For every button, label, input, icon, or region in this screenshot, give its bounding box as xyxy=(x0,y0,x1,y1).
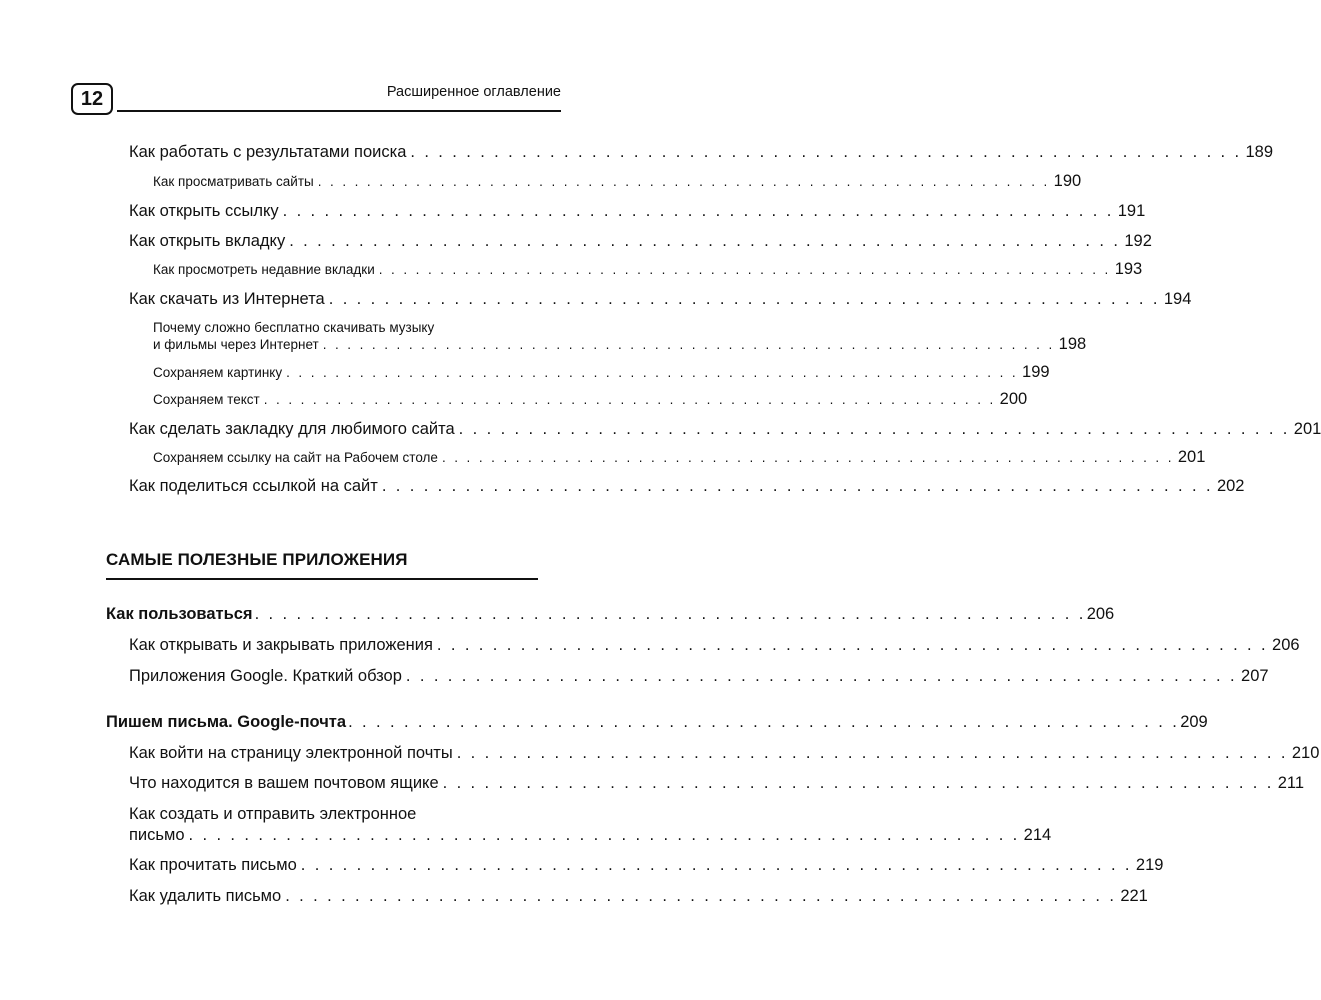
toc-entry[interactable] xyxy=(129,887,1148,906)
toc-entry-label: Как пользоваться xyxy=(106,605,253,623)
toc-leader-dots: . . . . . . . . . . . . . . . . . . . . . . . . . . . . . . . . . . . . . . . . . . . . . . . . . . . . . . . . . . . . xyxy=(328,290,1160,308)
toc-entry-label: Как просматривать сайты xyxy=(153,174,314,189)
running-title: Расширенное оглавление xyxy=(386,84,561,100)
toc-entry-label: Пишем письма. Google-почта xyxy=(106,713,347,731)
toc-entry[interactable] xyxy=(129,290,1192,309)
toc-entry-page: 221 xyxy=(1120,887,1148,905)
toc-subentry[interactable] xyxy=(153,172,1082,191)
toc-entry-page: 211 xyxy=(1277,774,1305,792)
toc-subentry[interactable] xyxy=(153,335,1087,354)
toc-entry-page: 198 xyxy=(1058,335,1087,353)
toc-entry-page: 214 xyxy=(1023,826,1052,844)
toc-leader-dots: . . . . . . . . . . . . . . . . . . . . . . . . . . . . . . . . . . . . . . . . . . . . . . . . . . . . . . . . . . . . xyxy=(263,392,996,407)
toc-entry[interactable] xyxy=(129,667,1269,686)
toc-leader-dots: . . . . . . . . . . . . . . . . . . . . . . . . . . . . . . . . . . . . . . . . . . . . . . . . . . . . . . . . . . . . xyxy=(458,420,1290,438)
toc-subentry[interactable] xyxy=(153,448,1206,467)
toc-entry-label: Как удалить письмо xyxy=(129,887,282,905)
toc-entry[interactable] xyxy=(129,744,1320,763)
toc-entry-label: и фильмы через Интернет xyxy=(153,337,319,352)
toc-leader-dots: . . . . . . . . . . . . . . . . . . . . . . . . . . . . . . . . . . . . . . . . . . . . . . . . . . . . . . . . . . . . xyxy=(317,174,1050,189)
toc-entry-label: Как прочитать письмо xyxy=(129,856,297,874)
page-number: 12 xyxy=(71,83,113,115)
toc-leader-dots: . . . . . . . . . . . . . . . . . . . . . . . . . . . . . . . . . . . . . . . . . . . . . . . . . . . . . . . . . . . . xyxy=(441,450,1174,465)
toc-entry[interactable] xyxy=(129,636,1300,655)
toc-entry[interactable] xyxy=(129,143,1274,162)
toc-leader-dots: . . . . . . . . . . . . . . . . . . . . . . . . . . . . . . . . . . . . . . . . . . . . . . . . . . . . . . . . . . . . xyxy=(405,667,1238,685)
toc-entry-label: Как открыть вкладку xyxy=(129,232,286,250)
toc-leader-dots: . . . . . . . . . . . . . . . . . . . . . . . . . . . . . . . . . . . . . . . . . . . . . . . . . . . . . . . . . . . . xyxy=(188,826,1020,844)
toc-leader-dots: . . . . . . . . . . . . . . . . . . . . . . . . . . . . . . . . . . . . . . . . . . . . . . . . . . . . . . . . . . . . xyxy=(378,262,1111,277)
toc-subentry[interactable] xyxy=(153,363,1050,382)
toc-leader-dots: . . . . . . . . . . . . . . . . . . . . . . . . . . . . . . . . . . . . . . . . . . . . . . . . . . . . . . . . . . . . xyxy=(410,143,1242,161)
toc-entry[interactable] xyxy=(129,774,1305,793)
toc-entry-page: 207 xyxy=(1241,667,1269,685)
toc-entry-label: Сохраняем ссылку на сайт на Рабочем столе xyxy=(153,450,438,465)
toc-entry-label: Приложения Google. Краткий обзор xyxy=(129,667,402,685)
toc-entry-label: Как открыть ссылку xyxy=(129,202,279,220)
toc-entry-page: 200 xyxy=(999,390,1028,408)
toc-leader-dots: . . . . . . . . . . . . . . . . . . . . . . . . . . . . . . . . . . . . . . . . . . . . . . . . . . . . . . . . . . . . xyxy=(300,856,1132,874)
section-title: САМЫЕ ПОЛЕЗНЫЕ ПРИЛОЖЕНИЯ xyxy=(106,550,408,569)
toc-entry-label: Сохраняем картинку xyxy=(153,365,283,380)
toc-leader-dots: . . . . . . . . . . . . . . . . . . . . . . . . . . . . . . . . . . . . . . . . . . . . . . . . . . . . . . . . . . . . xyxy=(254,605,1086,623)
toc-entry-page: 192 xyxy=(1124,232,1152,250)
toc-entry-page: 206 xyxy=(1086,605,1115,623)
toc-entry-label: Как скачать из Интернета xyxy=(129,290,325,308)
toc-entry[interactable] xyxy=(129,826,1052,845)
toc-entry-page: 191 xyxy=(1117,202,1146,220)
toc-entry-page: 194 xyxy=(1163,290,1192,308)
toc-entry-label: Как работать с результатами поиска xyxy=(129,143,407,161)
toc-entry-page: 202 xyxy=(1216,477,1245,495)
toc-entry-page: 190 xyxy=(1053,172,1082,190)
toc-entry-label: Как поделиться ссылкой на сайт xyxy=(129,477,378,495)
toc-leader-dots: . . . . . . . . . . . . . . . . . . . . . . . . . . . . . . . . . . . . . . . . . . . . . . . . . . . . . . . . . . . . xyxy=(286,365,1019,380)
toc-entry-page: 210 xyxy=(1291,744,1320,762)
toc-entry-label: Что находится в вашем почтовом ящике xyxy=(129,774,439,792)
toc-chapter-entry[interactable] xyxy=(106,713,1208,732)
toc-leader-dots: . . . . . . . . . . . . . . . . . . . . . . . . . . . . . . . . . . . . . . . . . . . . . . . . . . . . . . . . . . . . xyxy=(289,232,1121,250)
toc-entry[interactable] xyxy=(129,202,1146,221)
toc-leader-dots: . . . . . . . . . . . . . . . . . . . . . . . . . . . . . . . . . . . . . . . . . . . . . . . . . . . . . . . . . . . . xyxy=(282,202,1114,220)
toc-entry-page: 199 xyxy=(1022,363,1050,381)
toc-leader-dots: . . . . . . . . . . . . . . . . . . . . . . . . . . . . . . . . . . . . . . . . . . . . . . . . . . . . . . . . . . . . xyxy=(442,774,1274,792)
toc-entry-page: 189 xyxy=(1245,143,1274,161)
toc-subentry[interactable] xyxy=(153,390,1028,409)
header-rule xyxy=(117,110,561,112)
toc-entry-page: 193 xyxy=(1114,260,1143,278)
toc-entry-page: 201 xyxy=(1293,420,1321,438)
toc-entry[interactable] xyxy=(129,232,1152,251)
toc-entry-label: Сохраняем текст xyxy=(153,392,260,407)
toc-leader-dots: . . . . . . . . . . . . . . . . . . . . . . . . . . . . . . . . . . . . . . . . . . . . . . . . . . . . . . . . . . . . xyxy=(456,744,1288,762)
toc-entry-page: 201 xyxy=(1177,448,1206,466)
toc-entry[interactable] xyxy=(129,856,1164,875)
toc-entry-label: Как войти на страницу электронной почты xyxy=(129,744,453,762)
toc-entry[interactable] xyxy=(129,477,1245,496)
toc-entry-page: 219 xyxy=(1135,856,1164,874)
toc-entry[interactable] xyxy=(129,420,1321,439)
toc-leader-dots: . . . . . . . . . . . . . . . . . . . . . . . . . . . . . . . . . . . . . . . . . . . . . . . . . . . . . . . . . . . . xyxy=(381,477,1213,495)
toc-entry-label: письмо xyxy=(129,826,185,844)
toc-subentry[interactable] xyxy=(153,260,1143,279)
toc-leader-dots: . . . . . . . . . . . . . . . . . . . . . . . . . . . . . . . . . . . . . . . . . . . . . . . . . . . . . . . . . . . . xyxy=(322,337,1055,352)
toc-leader-dots: . . . . . . . . . . . . . . . . . . . . . . . . . . . . . . . . . . . . . . . . . . . . . . . . . . . . . . . . . . . . xyxy=(348,713,1180,731)
toc-chapter-entry[interactable] xyxy=(106,605,1115,624)
toc-entry-page: 206 xyxy=(1272,636,1300,654)
toc-entry-label: Как просмотреть недавние вкладки xyxy=(153,262,375,277)
toc-entry-label: Как сделать закладку для любимого сайта xyxy=(129,420,455,438)
toc-entry-label-line1: Как создать и отправить электронное xyxy=(129,805,417,823)
toc-entry-label-line1: Почему сложно бесплатно скачивать музыку xyxy=(153,320,435,335)
toc-entry-label: Как открывать и закрывать приложения xyxy=(129,636,433,654)
section-rule xyxy=(106,578,538,580)
toc-entry-page: 209 xyxy=(1180,713,1208,731)
toc-leader-dots: . . . . . . . . . . . . . . . . . . . . . . . . . . . . . . . . . . . . . . . . . . . . . . . . . . . . . . . . . . . . xyxy=(436,636,1269,654)
toc-leader-dots: . . . . . . . . . . . . . . . . . . . . . . . . . . . . . . . . . . . . . . . . . . . . . . . . . . . . . . . . . . . . xyxy=(285,887,1117,905)
